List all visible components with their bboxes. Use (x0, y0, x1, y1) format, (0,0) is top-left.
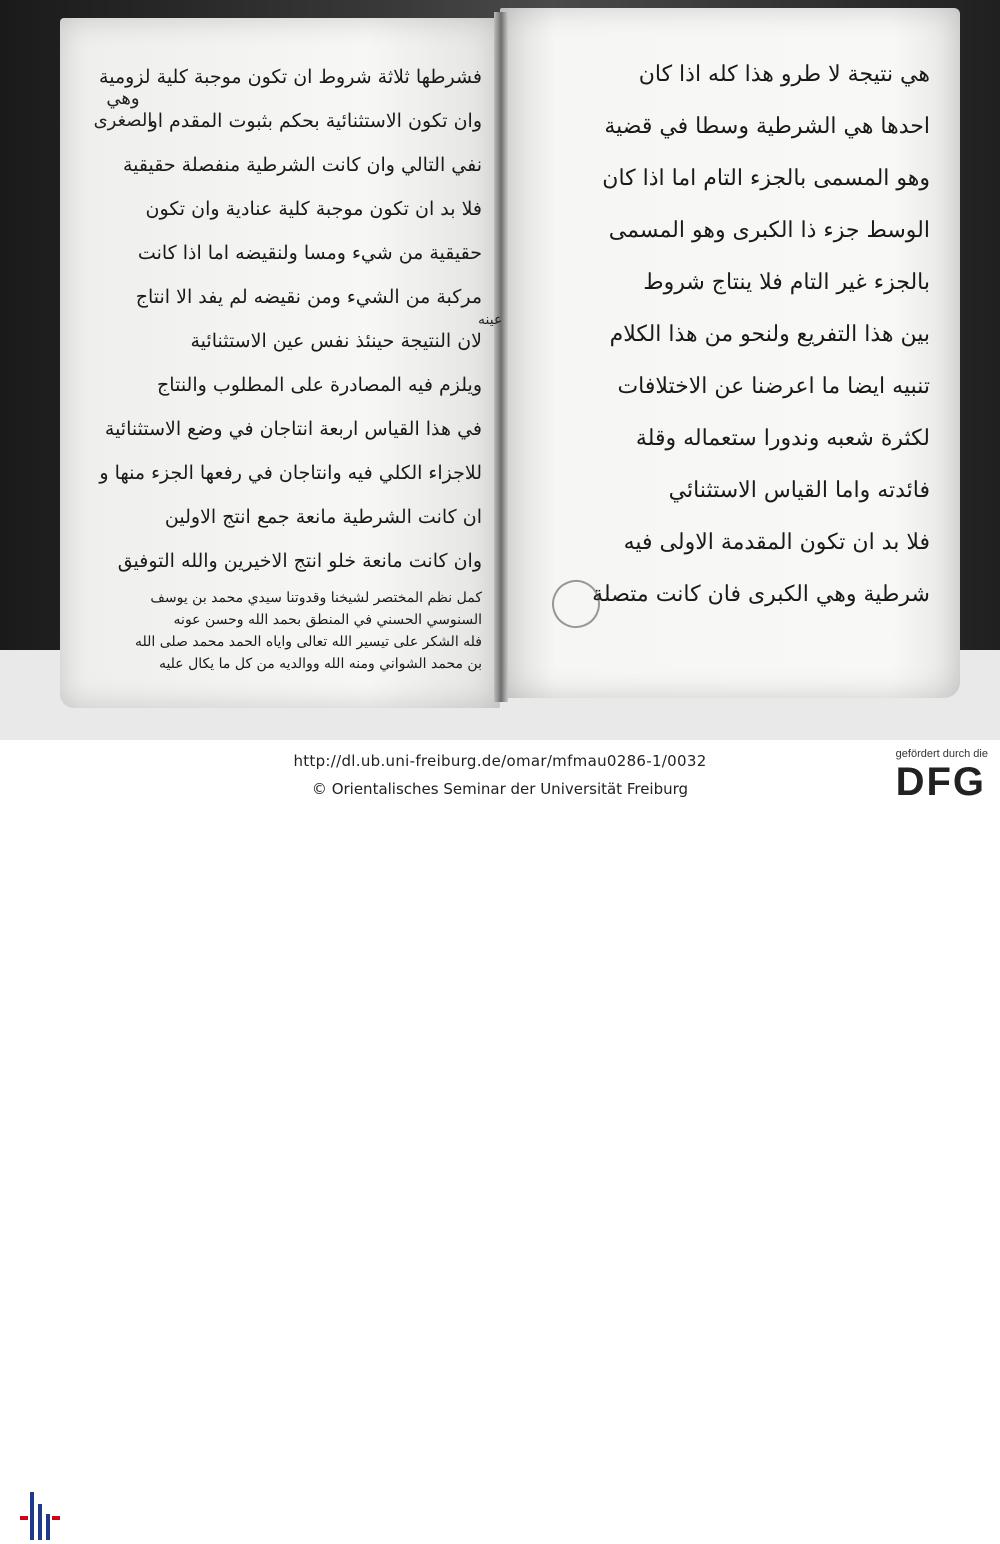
manuscript-line: وان كانت مانعة خلو انتج الاخيرين والله التوفيق (117, 550, 482, 572)
manuscript-line: وهو المسمى بالجزء التام اما اذا كان (602, 166, 930, 191)
manuscript-line: كمل نظم المختصر لشيخنا وقدوتنا سيدي محمد بن يوسف (150, 590, 482, 606)
manuscript-scan (0, 0, 1000, 740)
manuscript-line: مركبة من الشيء ومن نقيضه لم يفد الا انتاج (135, 286, 482, 308)
manuscript-line: لان النتيجة حينئذ نفس عين الاستثنائية (190, 330, 482, 352)
manuscript-line: ويلزم فيه المصادرة على المطلوب والنتاج (157, 374, 482, 396)
manuscript-line: هي نتيجة لا طرو هذا كله اذا كان (638, 62, 930, 87)
manuscript-line: فله الشكر على تيسير الله تعالى واياه الحمد محمد صلى الله (134, 634, 482, 650)
manuscript-line: بين هذا التفريع ولنحو من هذا الكلام (609, 322, 930, 347)
manuscript-line: تنبيه ايضا ما اعرضنا عن الاختلافات (617, 374, 930, 399)
manuscript-line: فلا بد ان تكون المقدمة الاولى فيه (623, 530, 930, 555)
manuscript-line: ان كانت الشرطية مانعة جمع انتج الاولين (164, 506, 482, 528)
manuscript-line: احدها هي الشرطية وسطا في قضية (604, 114, 930, 139)
manuscript-line: وان تكون الاستثنائية بحكم بثبوت المقدم او (148, 110, 482, 132)
dfg-funding-caption: gefördert durch die (895, 748, 988, 760)
manuscript-line: فلا بد ان تكون موجبة كلية عنادية وان تكون (145, 198, 482, 220)
margin-note-left (88, 88, 158, 132)
manuscript-line: للاجزاء الكلي فيه وانتاجان في رفعها الجزء منها و (99, 462, 482, 484)
manuscript-line: السنوسي الحسني في المنطق بحمد الله وحسن عونه (173, 612, 482, 628)
manuscript-line: الوسط جزء ذا الكبرى وهو المسمى (608, 218, 930, 243)
margin-note-line: وهي (106, 88, 140, 109)
manuscript-line: شرطية وهي الكبرى فان كانت متصلة (592, 582, 930, 607)
manuscript-line: حقيقية من شيء ومسا ولنقيضه اما اذا كانت (137, 242, 482, 264)
manuscript-line: في هذا القياس اربعة انتاجان في وضع الاستثنائية (104, 418, 482, 440)
manuscript-line: نفي التالي وان كانت الشرطية منفصلة حقيقية (122, 154, 482, 176)
book-fold (494, 12, 508, 702)
manuscript-line: فشرطها ثلاثة شروط ان تكون موجبة كلية لزومية (99, 66, 482, 88)
margin-note-inline: عينه (478, 312, 503, 328)
ub-freiburg-logo[interactable] (20, 1488, 60, 1544)
permalink-url[interactable]: http://dl.ub.uni-freiburg.de/omar/mfmau0286-1/0032 (293, 752, 707, 770)
dfg-logo[interactable]: DFG (895, 760, 986, 804)
viewer-footer (0, 740, 1000, 810)
margin-note-line: الصغرى (93, 110, 153, 131)
manuscript-line: بن محمد الشواني ومنه الله ووالديه من كل ما يكال عليه (158, 656, 482, 672)
copyright-notice: © Orientalisches Seminar der Universität Freiburg (311, 780, 689, 798)
manuscript-line: بالجزء غير التام فلا ينتاج شروط (643, 270, 930, 295)
manuscript-line: لكثرة شعبه وندورا ستعماله وقلة (635, 426, 930, 451)
manuscript-line: فائدته واما القياس الاستثنائي (668, 478, 930, 503)
